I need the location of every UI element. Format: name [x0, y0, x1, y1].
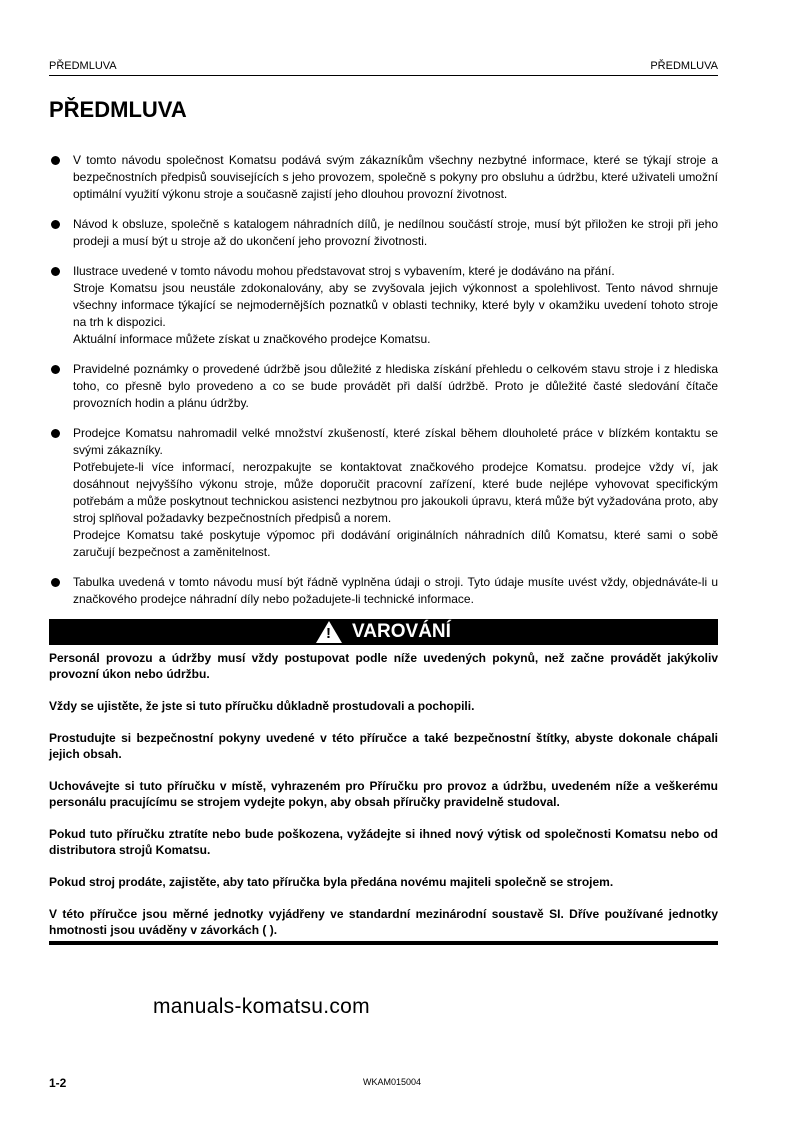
bullet-text: Stroje Komatsu jsou neustále zdokonalovány, aby se zvyšovala jejich výkonnost a spolehlivost. Tento návod shrnuje všechny informace týkající se nejmodernějších poznatků v oblasti techniky, které byly v okamžiku uvedení tohoto stroje na trh k dispozici. [73, 281, 718, 329]
warning-paragraph: Prostudujte si bezpečnostní pokyny uvedené v této příručce a také bezpečnostní štítky, abyste dokonale chápali jejich obsah. [49, 731, 718, 761]
header-left: PŘEDMLUVA [49, 60, 117, 72]
bullet-text: Ilustrace uvedené v tomto návodu mohou představovat stroj s vybavením, které je dodáváno na přání. [73, 264, 615, 278]
warning-title: VAROVÁNÍ [352, 621, 451, 642]
header-right: PŘEDMLUVA [650, 60, 718, 72]
bullet-item [49, 216, 718, 250]
page-title: PŘEDMLUVA [49, 97, 187, 122]
warning-paragraph: V této příručce jsou měrné jednotky vyjádřeny ve standardní mezinárodní soustavě SI. Dříve používané jednotky hmotnosti jsou uváděny v závorkách ( ). [49, 907, 718, 937]
bullet-item [49, 574, 718, 608]
bullet-dot-icon [51, 578, 60, 587]
warning-paragraph: Pokud stroj prodáte, zajistěte, aby tato příručka byla předána novému majiteli společně se strojem. [49, 875, 614, 889]
bullet-dot-icon [51, 365, 60, 374]
bullet-item [49, 361, 718, 412]
page-number: 1-2 [49, 1076, 67, 1090]
page-header [49, 60, 718, 76]
bullet-dot-icon [51, 220, 60, 229]
bullet-dot-icon [51, 156, 60, 165]
bullet-text: Potřebujete-li více informací, nerozpakujte se kontaktovat značkového prodejce Komatsu. prodejce vždy ví, jak dosáhnout nejvyššího výkonu stroje, může doporučit pracovní zařízení, které bude nejlépe vyhovovat specifickým potřebám a může poskytnout technickou asistenci nezbytnou pro jakoukoli úpravu, která může být vyžadována proto, aby stroj splňoval požadavky bezpečnostních předpisů a norem. [73, 460, 718, 525]
bullet-text: Prodejce Komatsu také poskytuje výpomoc při dodávání originálních náhradních dílů Komatsu, které sami o sobě zaručují bezpečnost a zaměnitelnost. [73, 528, 718, 559]
warning-triangle-icon [316, 621, 342, 643]
bullet-item [49, 425, 718, 561]
bullet-text: V tomto návodu společnost Komatsu podává svým zákazníkům všechny nezbytné informace, které se týkají stroje a bezpečnostních předpisů souvisejících s jeho provozem, společně s pokyny pro obsluhu a údržbu, které uživateli umožní optimální využití výkonu stroje a současně zajistí jeho dlouhou provozní životnost. [73, 153, 718, 201]
warning-paragraph: Personál provozu a údržby musí vždy postupovat podle níže uvedených pokynů, než začne provádět jakýkoliv provozní úkon nebo údržbu. [49, 651, 718, 681]
bullet-item [49, 263, 718, 348]
bullet-text: Prodejce Komatsu nahromadil velké množství zkušeností, které získal během dlouholeté práce v blízkém kontaktu se svými zákazníky. [73, 426, 718, 457]
bullet-text: Aktuální informace můžete získat u značkového prodejce Komatsu. [73, 332, 431, 346]
bullet-text: Pravidelné poznámky o provedené údržbě jsou důležité z hlediska získání přehledu o celkovém stavu stroje i z hlediska toho, co přesně bylo provedeno a co se bude provádět při další údržbě. Proto je důležité časté sledování čítače provozních hodin a plánu údržby. [73, 362, 718, 410]
watermark: manuals-komatsu.com [153, 995, 370, 1018]
bullet-item [49, 152, 718, 203]
document-code: WKAM015004 [363, 1077, 422, 1087]
warning-icon-symbol: ! [326, 625, 332, 642]
divider [49, 941, 718, 945]
bullet-dot-icon [51, 267, 60, 276]
bullet-list [49, 152, 718, 621]
bullet-text: Návod k obsluze, společně s katalogem náhradních dílů, je nedílnou součástí stroje, musí být přiložen ke stroji při jeho prodeji a musí být u stroje až do ukončení jeho provozní životnosti. [73, 217, 718, 248]
bullet-dot-icon [51, 429, 60, 438]
warning-paragraph: Pokud tuto příručku ztratíte nebo bude poškozena, vyžádejte si ihned nový výtisk od společnosti Komatsu nebo od distributora strojů Komatsu. [49, 827, 718, 857]
warning-paragraph: Vždy se ujistěte, že jste si tuto příručku důkladně prostudovali a pochopili. [49, 699, 475, 713]
warning-banner [49, 619, 718, 645]
warning-paragraph: Uchovávejte si tuto příručku v místě, vyhrazeném pro Příručku pro provoz a údržbu, uvedeném níže a veškerému personálu pracujícímu se strojem vydejte pokyn, aby obsah příručky pravidelně studoval. [49, 779, 718, 809]
warning-body [49, 650, 718, 954]
bullet-text: Tabulka uvedená v tomto návodu musí být řádně vyplněna údaji o stroji. Tyto údaje musíte uvést vždy, objednáváte-li u značkového prodejce náhradní díly nebo požadujete-li technické informace. [73, 575, 718, 606]
